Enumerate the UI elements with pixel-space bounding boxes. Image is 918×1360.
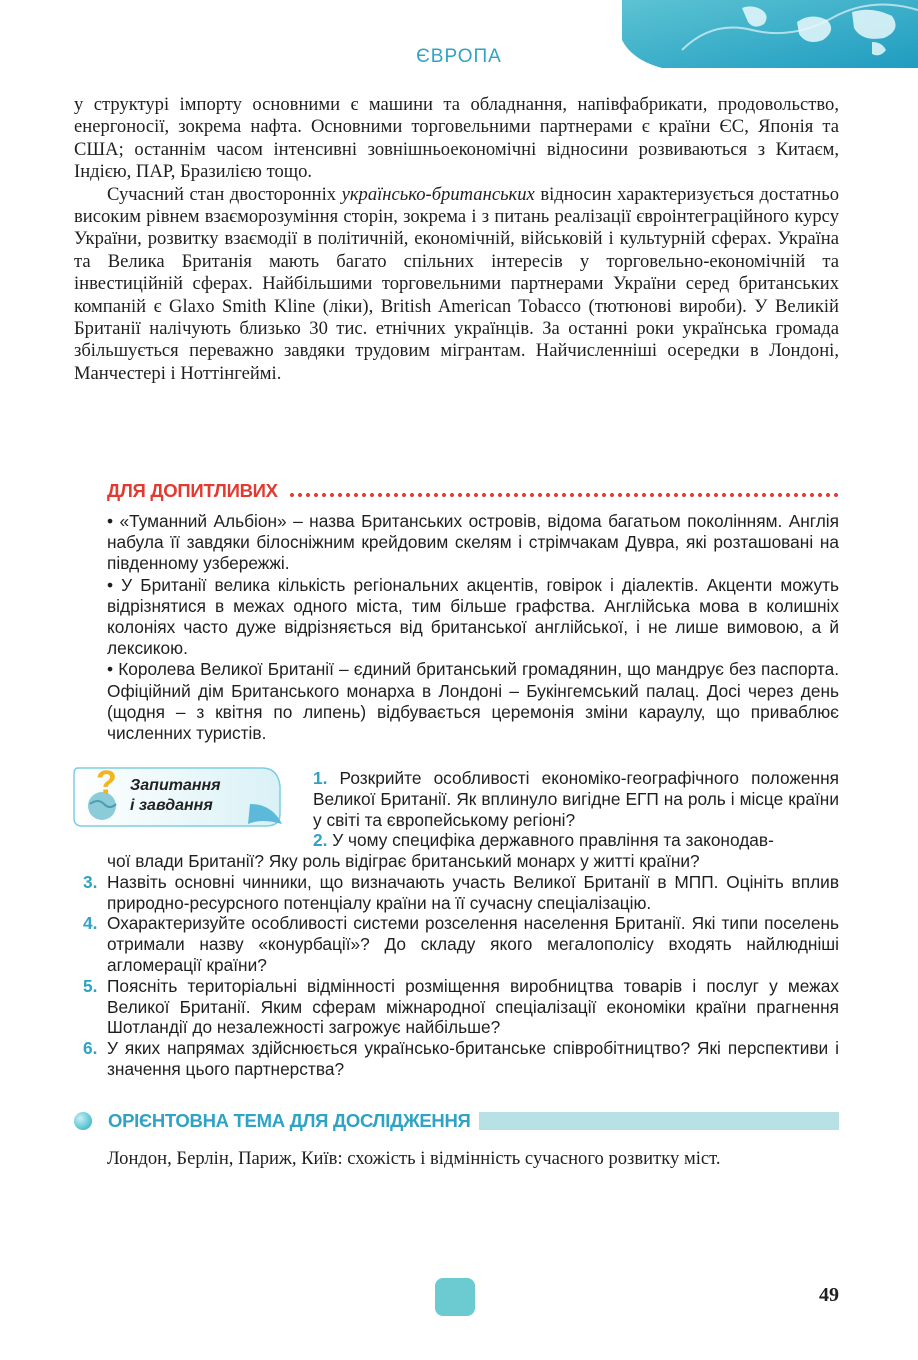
curious-item: • «Туманний Альбіон» – назва Британських островів, відома багатьом поколінням. Англія набула її завдяки білосніжним крейдовим скелям і стрімчакам Дувра, які розташовані на південному узбережжі. [107,511,839,574]
task-text: Охарактеризуйте особливості системи розселення населення Британії. Які типи поселень отримали назву «конурбації»? До складу якого мегалополісу входять найлюдніші агломерації країни? [107,913,839,975]
curious-list [107,511,839,744]
research-topic-heading [74,1110,839,1132]
curious-item: • У Британії велика кількість регіональних акцентів, говірок і діалектів. Акценти можуть відрізнятися в межах одного міста, тим більше графства. Англійська мова в колишніх колоніях часто дуже відрізняється від британської англійської, і не лише вимовою, а й лексикою. [107,574,839,659]
page-tab-decoration [435,1278,475,1316]
p2-italic: українсько-британських [341,183,535,205]
questions-label-line2: і завдання [130,797,213,814]
task-item [313,830,839,851]
page-number: 49 [819,1284,839,1306]
task-item [83,975,839,1038]
task-number: 5. [83,975,98,996]
task-continuation: чої влади Британії? Яку роль відіграє британський монарх у житті країни? [107,851,700,871]
task-text: Розкрийте особливості економіко-географічного положення Великої Британії. Як вплинуло вигідне ЕГП на роль і місце країни у світі та європейському регіоні? [313,768,839,830]
research-topic-paragraph: Лондон, Берлін, Париж, Київ: схожість і відмінність сучасного розвитку міст. [107,1148,721,1169]
svg-text:?: ? [96,764,117,802]
chapter-title: ЄВРОПА [416,46,502,67]
bullet-circle-icon [74,1112,92,1130]
intro-paragraph-1: у структурі імпорту основними є машини та обладнання, напівфабрикати, продовольство, енергоносії, зокрема нафта. Основними торговельними партнерами є країни ЄС, Японія та США; останнім часом інтенсивні зовнішньоекономічні відносини розвиваються з Китаєм, Індією, ПАР, Бразилією тощо. [74,94,839,183]
p2-rest: відносин характеризується достатньо високим рівнем взаєморозуміння сторін, зокрема і з питань реалізації євроінтеграційного курсу України, розвитку взаємодії в політичній, економічній, військовій і культурній сферах. Україна та Велика Британія мають багато спільних інтересів у торговельно-економічній та інвестиційній сферах. Найбільшими торговельними партнерами України серед британських компаній є Glaxo Smith Kline (ліки), British American Tobacco (тютюнові вироби). У Великій Британії налічують близько 30 тис. етнічних українців. За останні роки українська громада збільшується переважно завдяки трудовим мігрантам. Найчисленніші осередки в Лондоні, Манчестері і Ноттінгеймі. [74,183,839,384]
task-list-top [313,768,839,851]
intro-paragraph-2 [74,184,839,386]
task-item [83,1038,839,1080]
task-text: У яких напрямах здійснюється українсько-британське співробітництво? Які перспективи і значення цього партнерства? [107,1038,839,1079]
task-number: 3. [83,871,98,892]
questions-label [130,776,270,816]
research-topic-heading-label: ОРІЄНТОВНА ТЕМА ДЛЯ ДОСЛІДЖЕННЯ [108,1110,471,1131]
questions-label-line1: Запитання [130,777,221,794]
dotted-line [288,492,839,498]
task-number: 1. [313,768,328,788]
task-list-bottom [83,851,839,1080]
curious-heading-label: ДЛЯ ДОПИТЛИВИХ [107,480,278,501]
p2-start: Сучасний стан двосторонніх [107,183,342,205]
task-number: 2. [313,830,328,851]
task-number: 6. [83,1038,98,1059]
task-item [83,913,839,975]
task-item [313,768,839,830]
curious-heading [107,480,839,502]
curious-item: • Королева Великої Британії – єдиний британський громадянин, що мандрує без паспорта. Офіційний дім Британського монарха в Лондоні – Букінгемський палац. Досі через день (щодня – з квітня по липень) відбувається церемонія зміни караулу, що приваблює численних туристів. [107,659,839,744]
heading-bar [479,1112,839,1130]
research-topic-text [74,1148,839,1170]
task-text: У чому специфіка державного правління та законодав- [332,830,774,851]
task-text: Поясніть територіальні відмінності розміщення виробництва товарів і послуг у межах Великої Британії. Яким сферам міжнародної спеціалізації економіки країни прагнення Шотландії до незалежності загрожує найбільше? [107,975,839,1038]
intro-text [74,94,839,385]
task-number: 4. [83,913,98,934]
task-text: Назвіть основні чинники, що визначають участь Великої Британії в МПП. Оцініть вплив природно-ресурсного потенціалу країни на її сучасну спеціалізацію. [107,871,839,913]
task-item [83,871,839,914]
